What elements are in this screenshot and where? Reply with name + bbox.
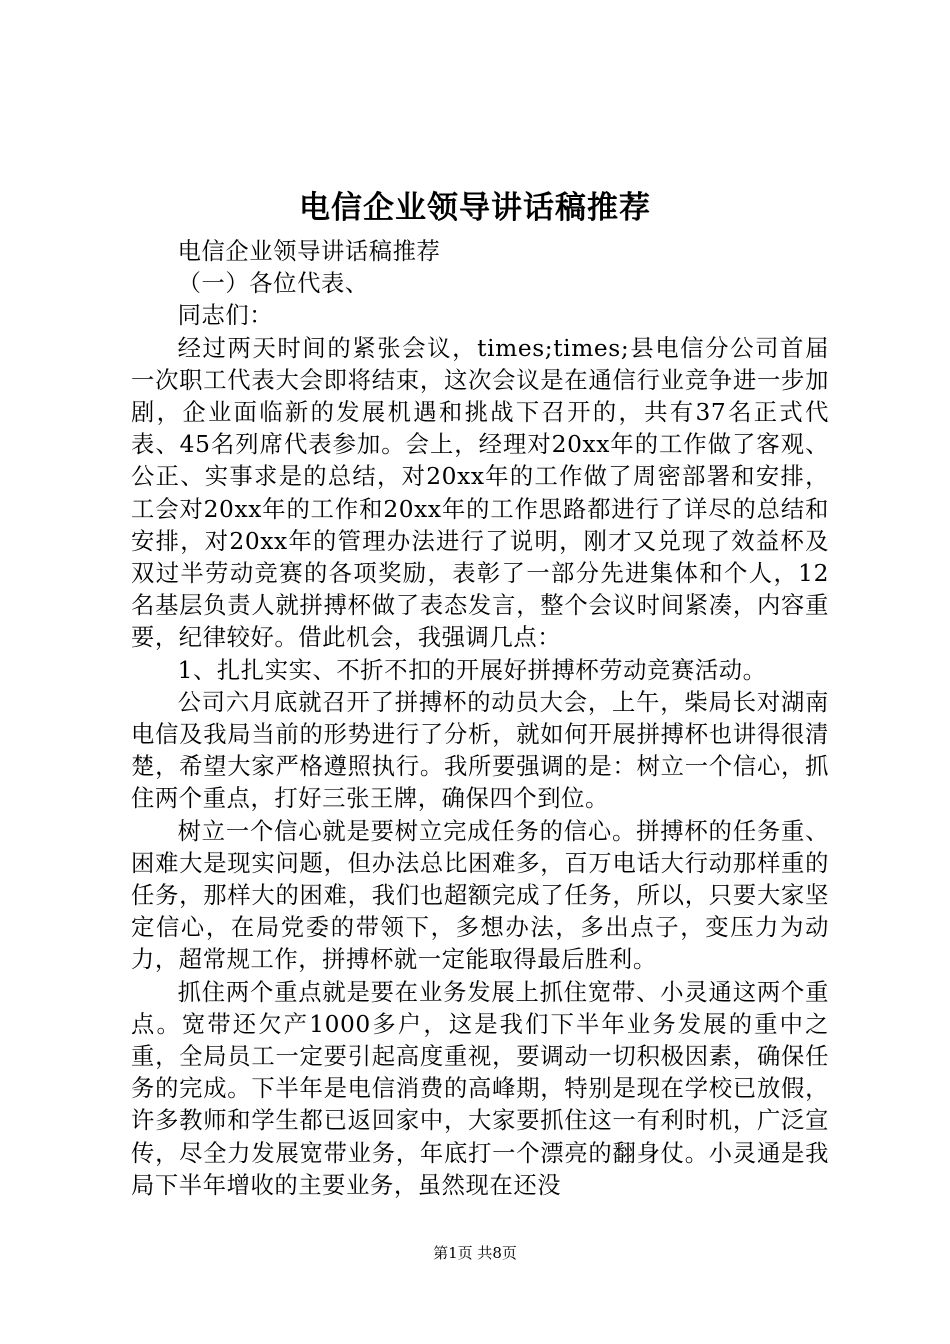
paragraph: 抓住两个重点就是要在业务发展上抓住宽带、小灵通这两个重点。宽带还欠产1000多户，这是我们下半年业务发展的重中之重，全局员工一定要引起高度重视，要调动一切积极因素，确保任务的完成。下半年是电信消费的高峰期，特别是现在学校已放假，许多教师和学生都已返回家中，大家要抓住这一有利时机，广泛宣传，尽全力发展宽带业务，年底打一个漂亮的翻身仗。小灵通是我局下半年增收的主要业务，虽然现在还没 [131,978,829,1199]
paragraph: 公司六月底就召开了拼搏杯的动员大会，上午，柴局长对湖南电信及我局当前的形势进行了分析，就如何开展拼搏杯也讲得很清楚，希望大家严格遵照执行。我所要强调的是：树立一个信心，抓住两个重点，打好三张王牌，确保四个到位。 [131,688,829,813]
paragraph: 同志们： [177,302,274,330]
paragraph: 1、扎扎实实、不折不扣的开展好拼搏杯劳动竞赛活动。 [177,656,767,684]
document-title: 电信企业领导讲话稿推荐 [299,190,651,226]
paragraph: 经过两天时间的紧张会议，times;times;县电信分公司首届一次职工代表大会即将结束，这次会议是在通信行业竞争进一步加剧，企业面临新的发展机遇和挑战下召开的，共有37名正式代表、45名列席代表参加。会上，经理对20xx年的工作做了客观、公正、实事求是的总结，对20xx年的工作做了周密部署和安排，工会对20xx年的工作和20xx年的工作思路都进行了详尽的总结和安排，对20xx年的管理办法进行了说明，刚才又兑现了效益杯及双过半劳动竞赛的各项奖励，表彰了一部分先进集体和个人，12名基层负责人就拼搏杯做了表态发言，整个会议时间紧凑，内容重要，纪律较好。借此机会，我强调几点： [131,334,829,652]
paragraph: 电信企业领导讲话稿推荐 [177,238,441,265]
paragraph: （一）各位代表、 [177,270,369,298]
document-body [131,236,829,1202]
paragraph: 树立一个信心就是要树立完成任务的信心。拼搏杯的任务重、困难大是现实问题，但办法总比困难多，百万电话大行动那样重的任务，那样大的困难，我们也超额完成了任务，所以，只要大家坚定信心，在局党委的带领下，多想办法，多出点子，变压力为动力，超常规工作，拼搏杯就一定能取得最后胜利。 [131,817,829,974]
page-number-footer: 第1页 共8页 [433,1244,517,1262]
